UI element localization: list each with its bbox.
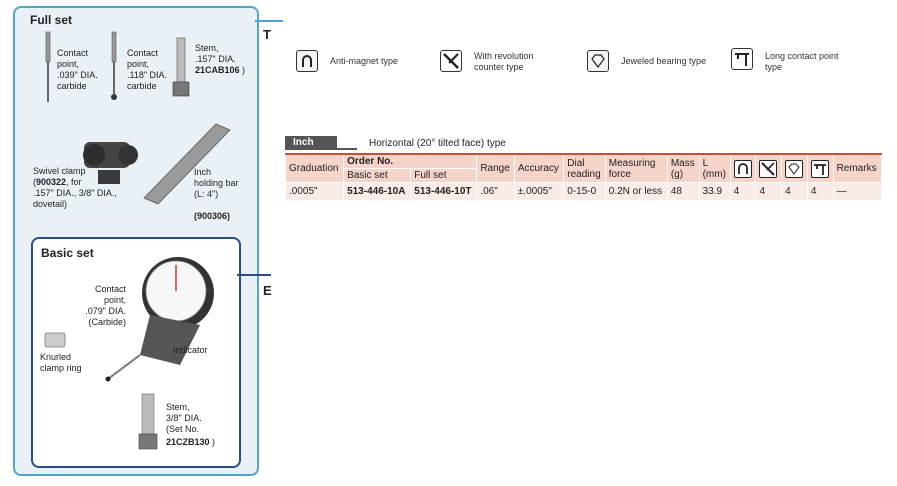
cell-remarks: —	[833, 183, 881, 201]
stem-38-label: Stem, 3/8" DIA. (Set No.	[166, 402, 202, 434]
cell-measuring-force: 0.2N or less	[605, 183, 667, 201]
swivel-clamp-detail-line	[33, 177, 117, 210]
cell-range: .06"	[477, 183, 514, 201]
stem-38-code-line	[166, 437, 215, 448]
contact-point-039-label: Contact point, .039" DIA. carbide	[57, 48, 98, 91]
holding-bar-code: (900306)	[194, 211, 231, 221]
long-contact-point-icon	[731, 48, 753, 70]
stem-157-close: )	[242, 65, 246, 75]
col-long-contact-point	[807, 154, 833, 183]
cell-graduation: .0005"	[286, 183, 344, 201]
contact-point-079-label: Contact point, .079" DIA. (Carbide)	[85, 284, 126, 327]
col-order-no: Order No.	[344, 154, 477, 169]
col-basic-set: Basic set	[344, 169, 411, 183]
col-jeweled-bearing	[782, 154, 808, 183]
col-graduation: Graduation	[286, 154, 344, 183]
swivel-clamp-paren: (	[33, 177, 36, 187]
col-anti-magnet	[730, 154, 756, 183]
jeweled-bearing-icon	[587, 50, 609, 72]
legend-jeweled-bearing: Jeweled bearing type	[621, 56, 707, 66]
table-row	[286, 183, 882, 201]
cell-mass: 48	[667, 183, 699, 201]
legend-long-contact-point: Long contact point type	[765, 51, 839, 72]
contact-point-118-label: Contact point, .118" DIA. carbide	[127, 48, 168, 91]
swivel-clamp-code: 900322	[36, 177, 67, 187]
legend-revolution-counter: With revolution counter type	[474, 51, 534, 72]
indicator-label: Indicator	[173, 345, 208, 355]
basic-set-connector	[237, 274, 271, 276]
cell-anti-magnet: 4	[730, 183, 756, 201]
section-rule	[285, 148, 357, 150]
table-header-row	[286, 154, 882, 169]
stem-38-code: 21CZB130	[166, 437, 210, 447]
col-length: L (mm)	[699, 154, 730, 183]
swivel-clamp-label: Swivel clamp	[33, 166, 86, 176]
basic-set-title: Basic set	[41, 246, 94, 260]
col-range: Range	[477, 154, 514, 183]
cell-length: 33.9	[699, 183, 730, 201]
col-revolution-counter	[756, 154, 782, 183]
stem-157-code: 21CAB106	[195, 65, 240, 75]
long-contact-point-icon	[811, 160, 829, 178]
stem-157-code-line	[195, 65, 245, 76]
cell-long-point: 4	[807, 183, 833, 201]
cell-accuracy: ±.0005"	[514, 183, 563, 201]
anti-magnet-icon	[734, 160, 752, 178]
cell-full-set: 513-446-10T	[411, 183, 477, 201]
stem-157-label: Stem, .157" DIA.	[195, 43, 236, 64]
swivel-clamp-detail: , for .157" DIA., 3/8" DIA., dovetail)	[33, 177, 117, 209]
full-set-connector	[255, 20, 283, 22]
spec-table	[285, 153, 882, 201]
knurled-ring-illustration	[44, 332, 66, 348]
revolution-counter-icon	[759, 160, 777, 178]
legend-anti-magnet: Anti-magnet type	[330, 56, 399, 66]
anti-magnet-icon	[296, 50, 318, 72]
side-letter-top: T	[263, 27, 271, 42]
section-tab: Inch	[285, 136, 337, 149]
col-mass: Mass (g)	[667, 154, 699, 183]
holding-bar-label: Inch holding bar (L: 4")	[194, 167, 239, 199]
stem-38-close: )	[212, 437, 216, 447]
col-dial-reading: Dial reading	[564, 154, 605, 183]
cell-basic-set: 513-446-10A	[344, 183, 411, 201]
revolution-counter-icon	[440, 50, 462, 72]
col-full-set: Full set	[411, 169, 477, 183]
cell-jeweled: 4	[782, 183, 808, 201]
stem-38-illustration	[138, 393, 158, 451]
full-set-title: Full set	[30, 13, 73, 27]
knurled-ring-label: Knurled clamp ring	[40, 352, 82, 373]
col-remarks: Remarks	[833, 154, 881, 183]
jeweled-bearing-icon	[785, 160, 803, 178]
side-letter-bottom: E	[263, 283, 272, 298]
section-subtitle: Horizontal (20° tilted face) type	[369, 138, 506, 149]
cell-revolution-counter: 4	[756, 183, 782, 201]
cell-dial-reading: 0-15-0	[564, 183, 605, 201]
col-accuracy: Accuracy	[514, 154, 563, 183]
col-measuring-force: Measuring force	[605, 154, 667, 183]
